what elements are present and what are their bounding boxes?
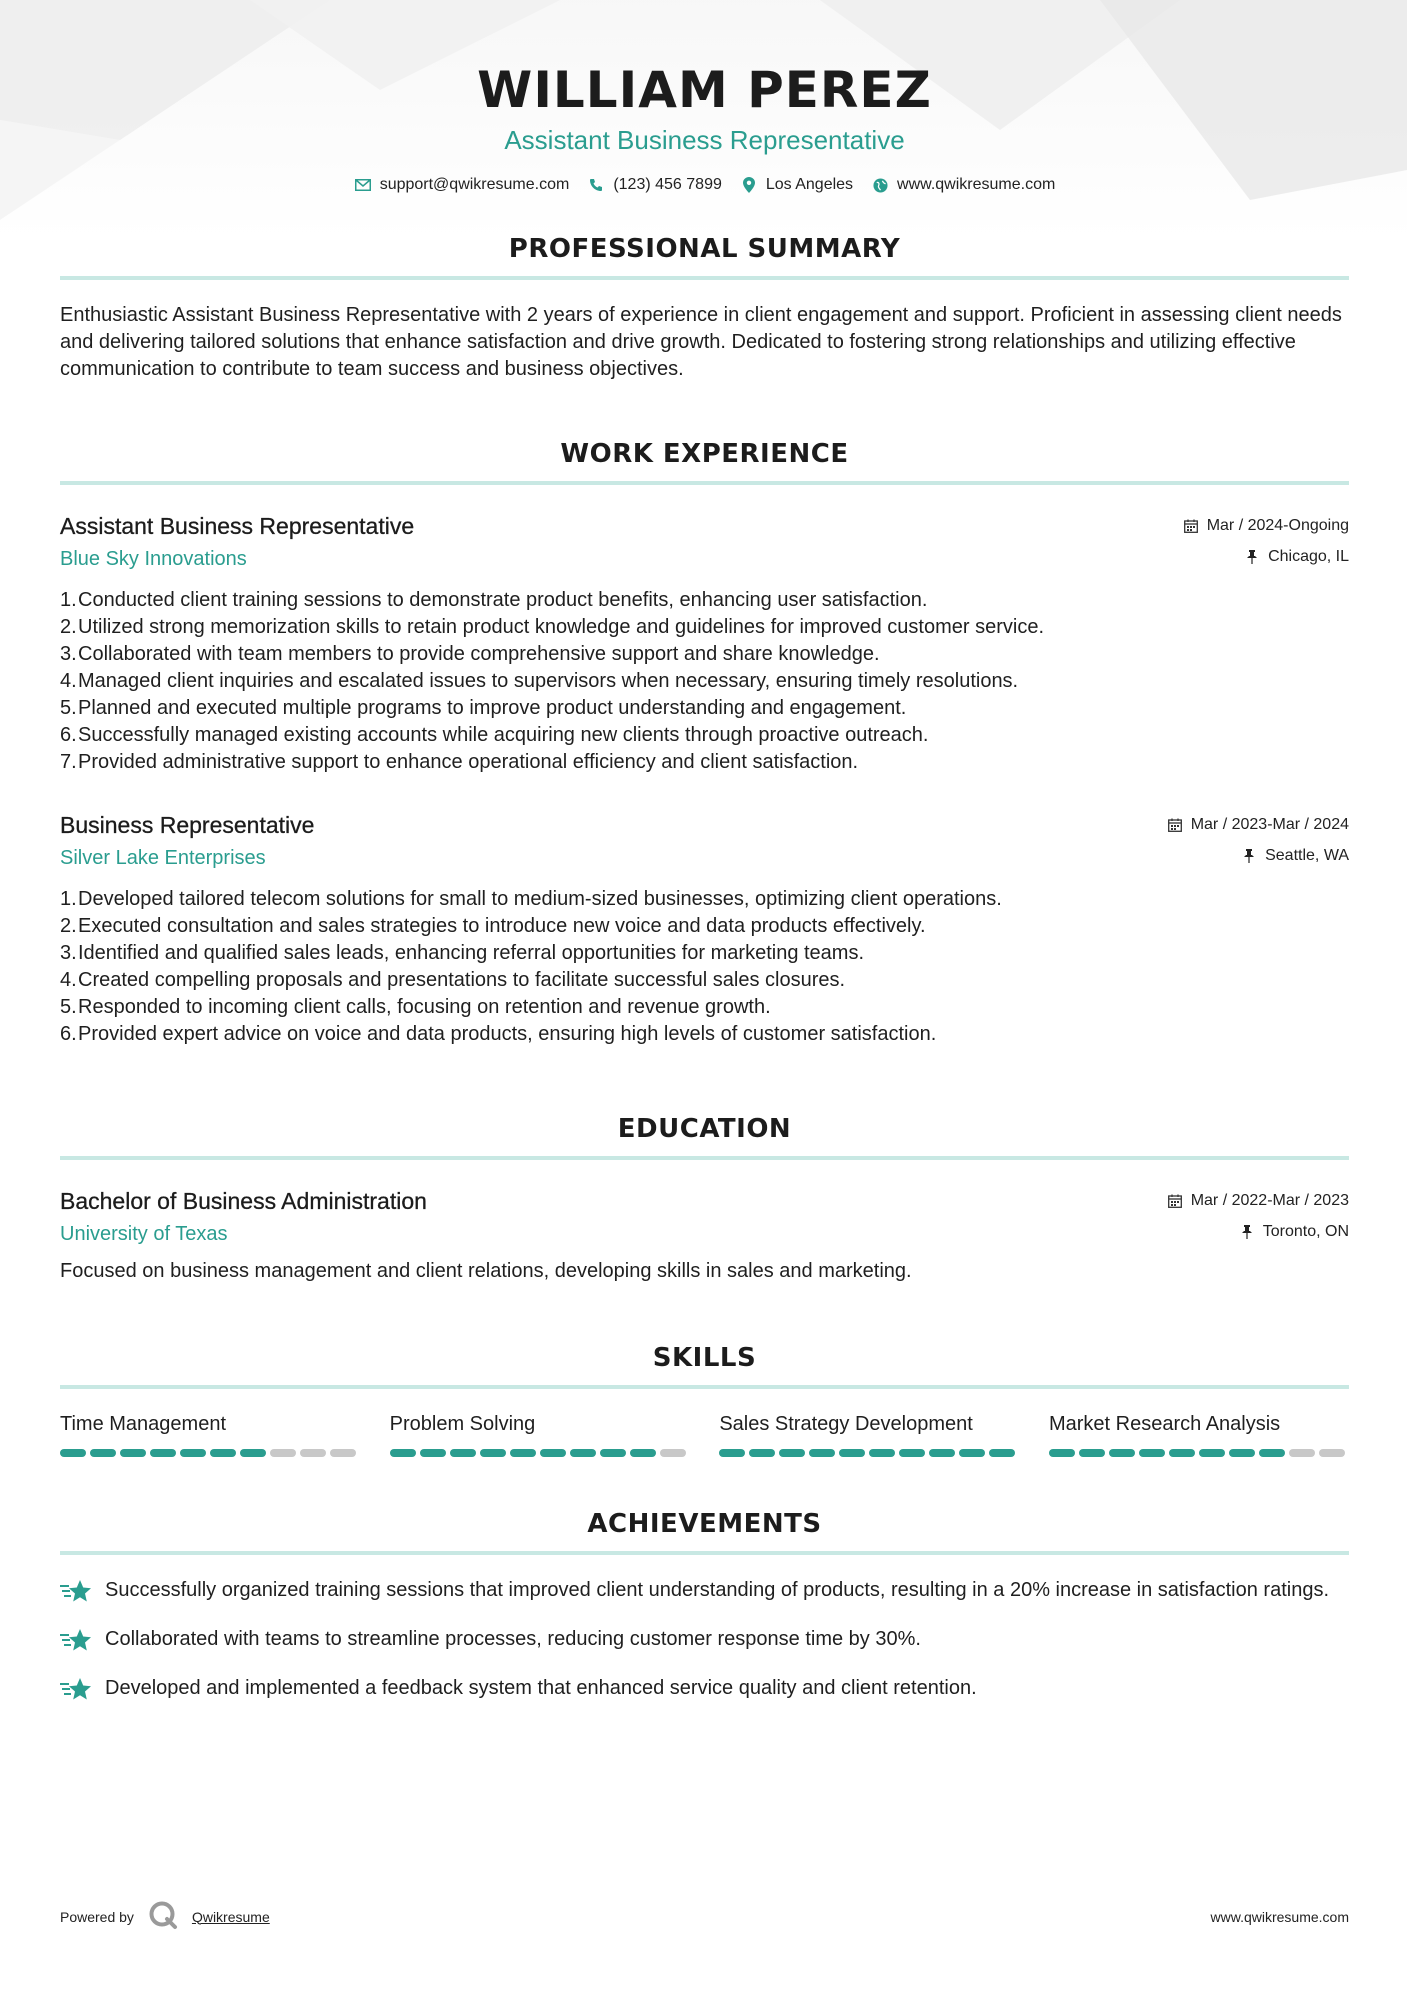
skill-segment-filled xyxy=(630,1449,656,1457)
skill-rating-bar xyxy=(1049,1449,1349,1457)
skill-segment-filled xyxy=(570,1449,596,1457)
section-divider xyxy=(60,1156,1349,1160)
skill-item xyxy=(390,1411,690,1457)
star-icon xyxy=(60,1626,105,1659)
achievement-text: Successfully organized training sessions that improved client understanding of products, resulting in a 20% increase in satisfaction ratings. xyxy=(105,1579,1329,1601)
skill-segment-filled xyxy=(210,1449,236,1457)
education-location xyxy=(1239,1223,1349,1241)
achievement-text: Developed and implemented a feedback system that enhanced service quality and client retention. xyxy=(105,1677,977,1699)
skill-segment-filled xyxy=(420,1449,446,1457)
skill-segment-filled xyxy=(779,1449,805,1457)
job-entry xyxy=(60,810,1349,1048)
skill-segment-filled xyxy=(749,1449,775,1457)
skill-segment-filled xyxy=(510,1449,536,1457)
skill-segment-filled xyxy=(929,1449,955,1457)
skill-segment-filled xyxy=(1199,1449,1225,1457)
list-item: 5. Responded to incoming client calls, focusing on retention and revenue growth. xyxy=(60,996,771,1018)
skill-segment-empty xyxy=(1289,1449,1315,1457)
globe-icon xyxy=(871,176,889,194)
achievements-heading: ACHIEVEMENTS xyxy=(587,1509,822,1539)
experience-heading: WORK EXPERIENCE xyxy=(560,439,849,469)
achievements-list xyxy=(60,1577,1349,1708)
list-item: 4. Managed client inquiries and escalated issues to supervisors when necessary, ensuring timely resolutions. xyxy=(60,670,1019,692)
list-item: 6. Successfully managed existing accounts while acquiring new clients through proactive outreach. xyxy=(60,724,929,746)
section-divider xyxy=(60,1551,1349,1555)
skill-item xyxy=(719,1411,1019,1457)
education-heading: EDUCATION xyxy=(617,1114,792,1144)
skill-segment-filled xyxy=(719,1449,745,1457)
company-name: Blue Sky Innovations xyxy=(60,548,247,570)
star-icon xyxy=(60,1577,105,1610)
list-item: 3. Identified and qualified sales leads, enhancing referral opportunities for marketing teams. xyxy=(60,942,865,964)
achievement-text: Collaborated with teams to streamline processes, reducing customer response time by 30%. xyxy=(105,1628,921,1650)
education-dates-text: Mar / 2022-Mar / 2023 xyxy=(1190,1192,1349,1209)
candidate-name: WILLIAM PEREZ xyxy=(477,61,932,119)
skill-segment-filled xyxy=(600,1449,626,1457)
experience-section xyxy=(60,437,1349,1048)
skill-segment-empty xyxy=(660,1449,686,1457)
job-title: Business Representative xyxy=(60,812,315,838)
job-title: Assistant Business Representative xyxy=(60,513,415,539)
website-text: www.qwikresume.com xyxy=(897,176,1056,193)
star-icon xyxy=(60,1675,105,1708)
calendar-icon xyxy=(1167,817,1183,833)
skill-segment-filled xyxy=(1079,1449,1105,1457)
contact-bar xyxy=(60,176,1349,194)
skill-segment-filled xyxy=(959,1449,985,1457)
skill-segment-filled xyxy=(1109,1449,1135,1457)
section-divider xyxy=(60,481,1349,485)
candidate-title: Assistant Business Representative xyxy=(504,125,905,155)
skills-list xyxy=(60,1411,1349,1457)
skill-segment-empty xyxy=(1319,1449,1345,1457)
resume-page xyxy=(60,0,1349,1724)
job-location xyxy=(1241,847,1349,865)
skill-item xyxy=(60,1411,360,1457)
education-dates xyxy=(1167,1192,1349,1210)
skill-segment-filled xyxy=(839,1449,865,1457)
skill-segment-empty xyxy=(330,1449,356,1457)
skill-item xyxy=(1049,1411,1349,1457)
skill-segment-filled xyxy=(90,1449,116,1457)
map-pin-icon xyxy=(740,176,758,194)
skill-name: Sales Strategy Development xyxy=(719,1413,973,1435)
summary-section xyxy=(60,232,1349,383)
footer-website-link[interactable]: www.qwikresume.com xyxy=(1210,1908,1349,1925)
skill-name: Time Management xyxy=(60,1413,226,1435)
job-dates xyxy=(1167,816,1349,834)
degree-title: Bachelor of Business Administration xyxy=(60,1188,427,1214)
skills-heading: SKILLS xyxy=(652,1343,757,1373)
skill-name: Market Research Analysis xyxy=(1048,1413,1281,1435)
list-item: 7. Provided administrative support to enhance operational efficiency and client satisfaction. xyxy=(60,751,859,773)
section-divider xyxy=(60,1385,1349,1389)
resume-header xyxy=(60,0,1349,194)
education-section xyxy=(60,1112,1349,1285)
qwikresume-logo-icon xyxy=(148,1900,178,1933)
job-location-text: Seattle, WA xyxy=(1265,847,1349,864)
skill-segment-filled xyxy=(540,1449,566,1457)
pushpin-icon xyxy=(1239,1224,1255,1240)
job-duties-list xyxy=(60,587,1349,776)
company-name: Silver Lake Enterprises xyxy=(60,847,266,869)
list-item: 3. Collaborated with team members to provide comprehensive support and share knowledge. xyxy=(60,643,880,665)
job-dates-text: Mar / 2023-Mar / 2024 xyxy=(1190,816,1349,833)
contact-location xyxy=(740,176,853,194)
education-description: Focused on business management and client relations, developing skills in sales and marketing. xyxy=(60,1260,912,1282)
skill-name: Problem Solving xyxy=(389,1413,536,1435)
summary-heading: PROFESSIONAL SUMMARY xyxy=(508,234,901,264)
list-item: 6. Provided expert advice on voice and data products, ensuring high levels of customer satisfaction. xyxy=(60,1023,937,1045)
achievement-item xyxy=(60,1577,1349,1610)
contact-website[interactable] xyxy=(871,176,1055,194)
achievements-section xyxy=(60,1507,1349,1708)
skill-segment-filled xyxy=(989,1449,1015,1457)
phone-text: (123) 456 7899 xyxy=(613,176,722,193)
envelope-icon xyxy=(354,176,372,194)
school-name: University of Texas xyxy=(60,1223,228,1245)
achievement-item xyxy=(60,1675,1349,1708)
skill-segment-filled xyxy=(1229,1449,1255,1457)
list-item: 1. Developed tailored telecom solutions for small to medium-sized businesses, optimizing client operations. xyxy=(60,888,1002,910)
page-footer xyxy=(60,1900,1349,1933)
skill-segment-filled xyxy=(1139,1449,1165,1457)
skill-rating-bar xyxy=(719,1449,1019,1457)
calendar-icon xyxy=(1167,1193,1183,1209)
achievement-item xyxy=(60,1626,1349,1659)
skill-segment-filled xyxy=(899,1449,925,1457)
contact-email[interactable] xyxy=(354,176,570,194)
job-location xyxy=(1244,548,1349,566)
skill-segment-filled xyxy=(1169,1449,1195,1457)
location-text: Los Angeles xyxy=(765,176,854,193)
qwikresume-link[interactable]: Qwikresume xyxy=(191,1908,270,1925)
skill-segment-filled xyxy=(390,1449,416,1457)
list-item: 1. Conducted client training sessions to demonstrate product benefits, enhancing user satisfaction. xyxy=(60,589,928,611)
skill-segment-filled xyxy=(240,1449,266,1457)
phone-icon xyxy=(587,176,605,194)
skill-segment-filled xyxy=(60,1449,86,1457)
skill-segment-filled xyxy=(1049,1449,1075,1457)
skills-section xyxy=(60,1341,1349,1457)
skill-segment-filled xyxy=(150,1449,176,1457)
list-item: 5. Planned and executed multiple programs to improve product understanding and engagement. xyxy=(60,697,907,719)
job-entry xyxy=(60,511,1349,776)
education-entry xyxy=(60,1186,1349,1285)
job-duties-list xyxy=(60,886,1349,1048)
section-divider xyxy=(60,276,1349,280)
calendar-icon xyxy=(1183,518,1199,534)
education-location-text: Toronto, ON xyxy=(1262,1223,1349,1240)
skill-segment-filled xyxy=(1259,1449,1285,1457)
skill-rating-bar xyxy=(60,1449,360,1457)
contact-phone[interactable] xyxy=(587,176,722,194)
pushpin-icon xyxy=(1241,848,1257,864)
job-location-text: Chicago, IL xyxy=(1268,548,1349,565)
skill-segment-filled xyxy=(480,1449,506,1457)
skill-rating-bar xyxy=(390,1449,690,1457)
skill-segment-filled xyxy=(450,1449,476,1457)
skill-segment-filled xyxy=(869,1449,895,1457)
list-item: 2. Utilized strong memorization skills to retain product knowledge and guidelines for improved customer service. xyxy=(60,616,1044,638)
skill-segment-empty xyxy=(300,1449,326,1457)
list-item: 4. Created compelling proposals and presentations to facilitate successful sales closures. xyxy=(60,969,846,991)
skill-segment-filled xyxy=(809,1449,835,1457)
list-item: 2. Executed consultation and sales strategies to introduce new voice and data products effectively. xyxy=(60,915,926,937)
skill-segment-filled xyxy=(120,1449,146,1457)
skill-segment-filled xyxy=(180,1449,206,1457)
skill-segment-empty xyxy=(270,1449,296,1457)
summary-text: Enthusiastic Assistant Business Representative with 2 years of experience in client engagement and support. Proficient in assessing client needs and delivering tailored solutions that enhance satisfaction and drive growth. Dedicated to fostering strong relationships and utilizing effective communication to contribute to team success and business objectives. xyxy=(60,304,1342,380)
powered-by-label: Powered by xyxy=(60,1908,134,1925)
job-dates xyxy=(1183,517,1349,535)
pushpin-icon xyxy=(1244,549,1260,565)
job-dates-text: Mar / 2024-Ongoing xyxy=(1206,517,1349,534)
email-text: support@qwikresume.com xyxy=(379,176,570,193)
